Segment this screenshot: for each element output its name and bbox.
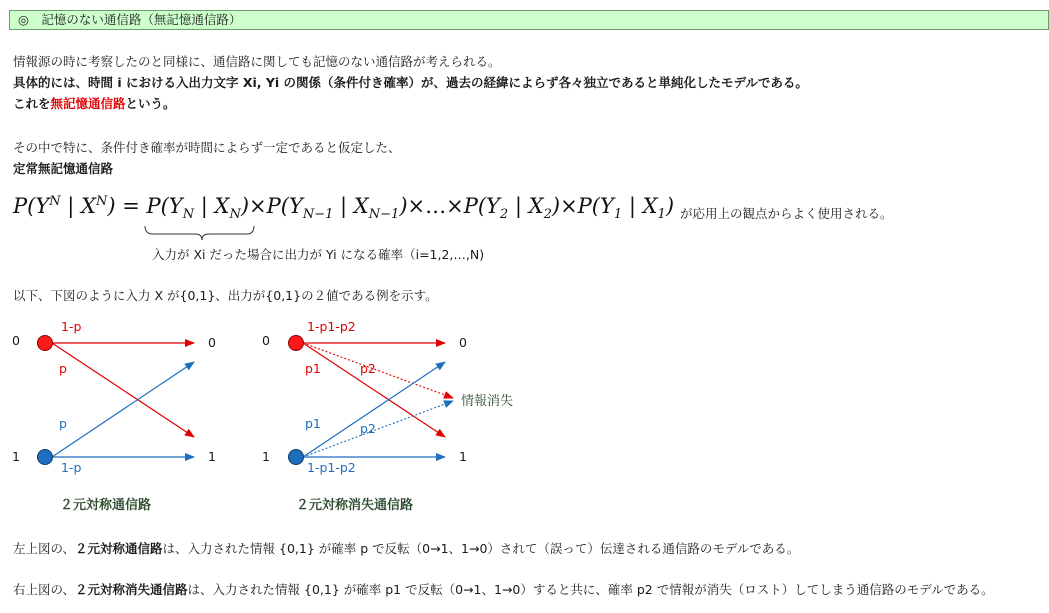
bsc-output-1-label: 1 [208,449,216,464]
bec-caption: ２元対称消失通信路 [296,498,414,513]
intro-line-3-suffix: という。 [125,96,176,111]
channel-formula: $P(Y^N$ | $X^N) = P(Y_N$ | $X_N)\times P(Y_{N-1}$ | $X_{N-1})\times\dots\times P(Y_2$ | $X_2)\times P(Y_1$ | $X_1$) [13,194,675,223]
bec-description [13,580,994,598]
bec-edge-1-0 [303,362,445,457]
bsc-description [13,539,799,557]
bsc-diagram [38,336,195,465]
bsc-input-0-label: 0 [12,333,20,348]
intro-line-3-prefix: これを [13,96,51,111]
bsc-edge-1-0 [52,362,194,457]
section-header: ◎ 記憶のない通信路（無記憶通信路） [9,10,1049,30]
bec-output-1-label: 1 [459,449,467,464]
bec-desc-term: ２元対称消失通信路 [75,582,188,597]
stationary-line-1: その中で特に、条件付き確率が時間によらず一定であると仮定した、 [13,140,401,155]
bec-input-0-label: 0 [262,333,270,348]
bec-edge-1-erasure [303,401,453,457]
bec-edge-0-erasure [303,343,453,398]
memoryless-channel-term: 無記憶通信路 [50,96,126,111]
intro-line-1: 情報源の時に考察したのと同様に、通信路に関しても記憶のない通信路が考えられる。 [13,54,501,69]
bsc-prob-top: 1-p [61,319,82,334]
bec-prob-p2-bottom: p2 [360,421,376,436]
bsc-input-0-node [38,336,53,351]
bec-input-1-label: 1 [262,449,270,464]
bsc-prob-cross-down: p [59,361,67,376]
bec-prob-p2-top: p2 [360,361,376,376]
underbrace [145,226,254,240]
bsc-desc-prefix: 左上図の、 [13,541,76,556]
formula-usage-note: が応用上の観点からよく使用される。 [680,206,893,221]
bec-diagram [289,336,454,465]
bec-input-1-node [289,450,304,465]
bec-output-0-label: 0 [459,335,467,350]
bsc-input-1-node [38,450,53,465]
bsc-caption: ２元対称通信路 [60,498,152,513]
bsc-desc-suffix: は、入力された情報 {0,1} が確率 p で反転（0→1、1→0）されて（誤って）伝達される通信路のモデルである。 [162,541,800,556]
bsc-input-1-label: 1 [12,449,20,464]
stationary-term: 定常無記憶通信路 [13,161,114,176]
bec-desc-suffix: は、入力された情報 {0,1} が確率 p1 で反転（0→1、1→0）すると共に、確率 p2 で情報が消失（ロスト）してしまう通信路のモデルである。 [187,582,994,597]
bsc-edge-0-1 [52,343,194,437]
bec-desc-prefix: 右上図の、 [13,582,76,597]
intro-line-2: 具体的には、時間 i における入出力文字 Xi, Yi の関係（条件付き確率）が、過去の経緯によらず各々独立であると単純化したモデルである。 [13,75,808,90]
bec-prob-bottom: 1-p1-p2 [307,460,356,475]
bec-prob-top: 1-p1-p2 [307,319,356,334]
bsc-prob-cross-up: p [59,416,67,431]
bsc-prob-bottom: 1-p [61,460,82,475]
bec-prob-p1-down: p1 [305,361,321,376]
bec-erasure-label: 情報消失 [461,394,514,409]
bsc-output-0-label: 0 [208,335,216,350]
bsc-desc-term: ２元対称通信路 [75,541,163,556]
bec-prob-p1-up: p1 [305,416,321,431]
bec-input-0-node [289,336,304,351]
brace-note: 入力が Xi だった場合に出力が Yi になる確率（i=1,2,…,N) [152,247,485,262]
example-intro: 以下、下図のように入力 X が{0,1}、出力が{0,1}の２値である例を示す。 [13,288,438,303]
